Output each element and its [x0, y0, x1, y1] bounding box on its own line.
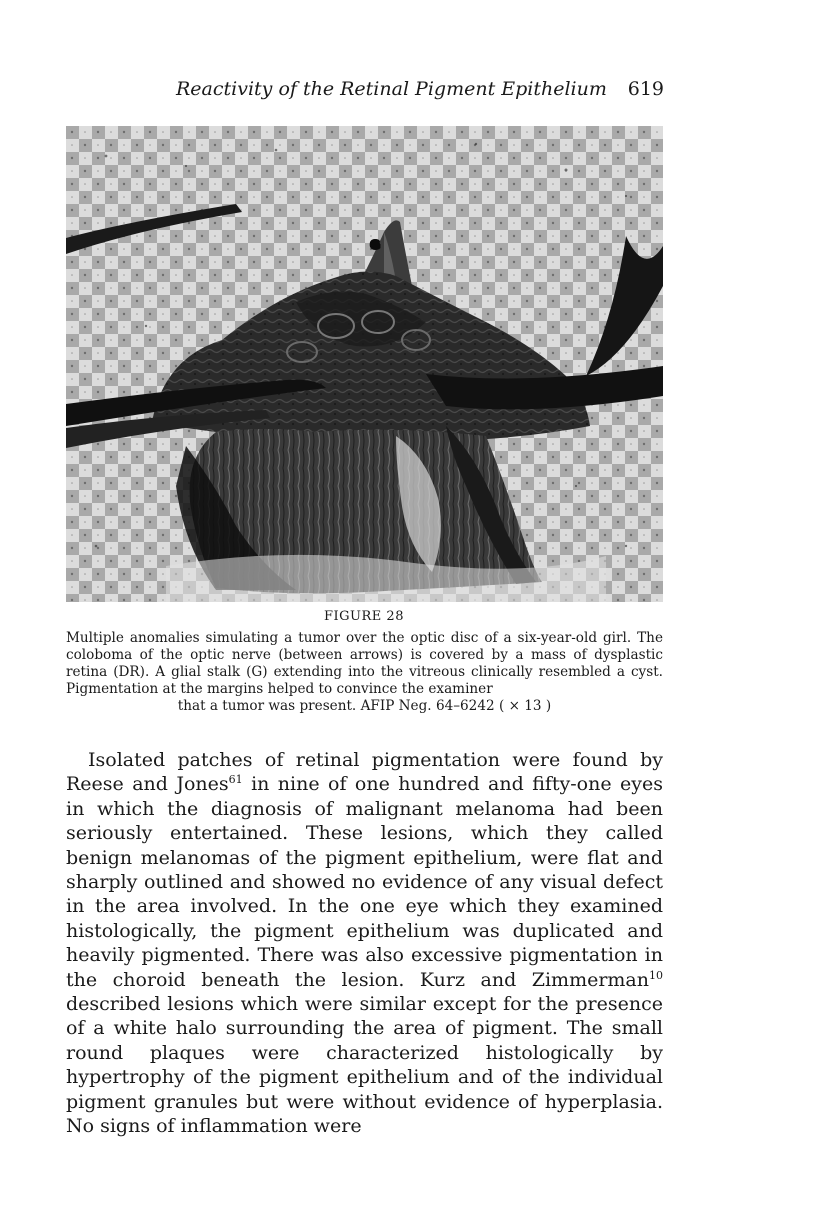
page-number: 619 [627, 78, 664, 100]
running-title: Reactivity of the Retinal Pigment Epithelium [176, 78, 607, 100]
reference-61: 61 [228, 773, 243, 787]
body-segment-2: in nine of one hundred and fifty-one eyes in which the diagnosis of malignant melanoma had been seriously entertained. These lesions, which they called benign melanomas of the pigment epithelium, were flat and sharply outlined and showed no evidence of any visual defect in the area involved. In the one eye which they examined histologically, the pigment epithelium was duplicated and heavily pigmented. There was also excessive pigmentation in the choroid beneath the lesion. Kurz and Zimmerman [66, 773, 663, 991]
running-head [176, 78, 664, 104]
figure-caption [66, 630, 663, 715]
body-segment-1: Isolated patches of retinal pigmentation were found by Reese and Jones [66, 749, 663, 796]
reference-10: 10 [649, 968, 663, 982]
figure-28-micrograph [66, 126, 663, 602]
figure-label [0, 606, 728, 624]
figure-label-text: FIGURE 28 [324, 609, 404, 624]
figure-marker-g: G [369, 237, 382, 254]
body-segment-3: described lesions which were similar except for the presence of a white halo surrounding the area of pigment. The small round plaques were characterized histologically by hypertrophy of the pigment epithelium and of the individual pigment granules but were without evidence of hyperplasia. No signs of inflammation were [66, 993, 663, 1138]
caption-last-line: that a tumor was present. AFIP Neg. 64–6242 ( × 13 ) [177, 698, 552, 714]
body-paragraph [66, 748, 663, 1139]
caption-main: Multiple anomalies simulating a tumor over the optic disc of a six-year-old girl. The coloboma of the optic nerve (between arrows) is covered by a mass of dysplastic retina (DR). A glial stalk (G) extending into the vitreous clinically resembled a cyst. Pigmentation at the margins helped to convince the examiner [66, 630, 663, 697]
